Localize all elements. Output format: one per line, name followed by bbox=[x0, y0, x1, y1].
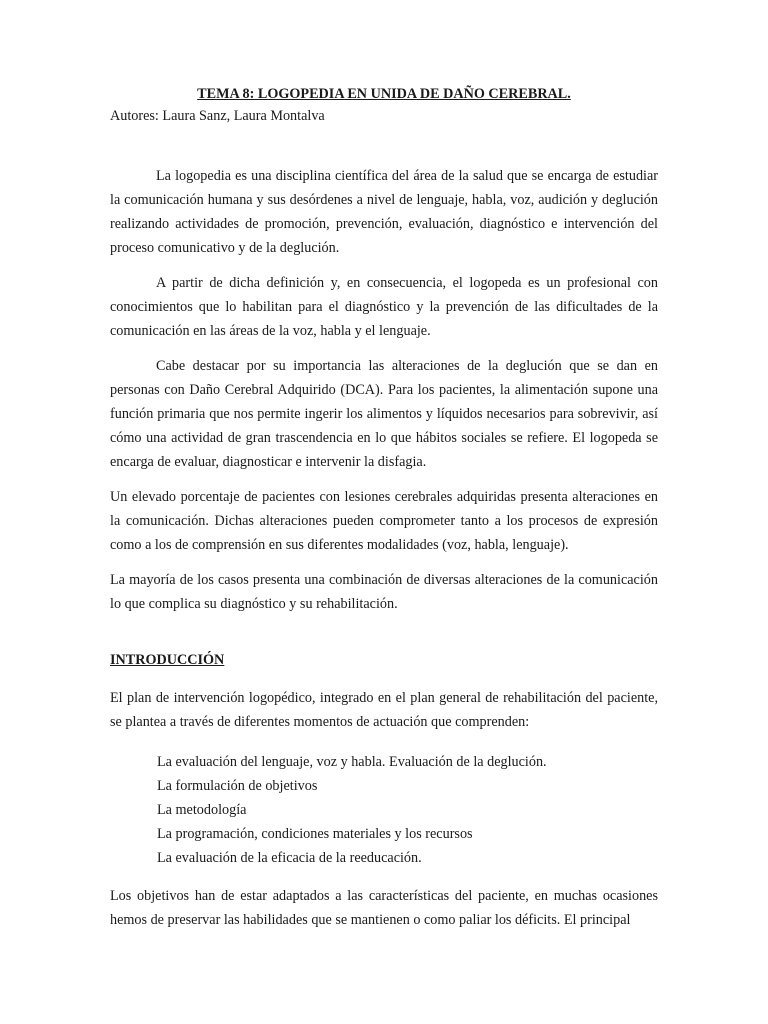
list-item: La programación, condiciones materiales y los recursos bbox=[157, 826, 473, 842]
section-heading-introduccion: INTRODUCCIÓN bbox=[110, 652, 225, 668]
list-item: La evaluación de la eficacia de la reeducación. bbox=[157, 850, 422, 866]
document-authors: Autores: Laura Sanz, Laura Montalva bbox=[110, 108, 325, 124]
paragraph-deglucion: Cabe destacar por su importancia las alteraciones de la deglución que se dan en personas con Daño Cerebral Adquirido (DCA). Para los pacientes, la alimentación supone una función primaria que nos permite ingerir los alimentos y líquidos necesarios para sobrevivir, así cómo una actividad de gran trascendencia en lo que hábitos sociales se refiere. El logopeda se encarga de evaluar, diagnosticar e intervenir la disfagia. bbox=[110, 358, 658, 470]
paragraph-plan-intervencion: El plan de intervención logopédico, integrado en el plan general de rehabilitación del paciente, se plantea a través de diferentes momentos de actuación que comprenden: bbox=[110, 690, 658, 730]
paragraph-logopeda: A partir de dicha definición y, en consecuencia, el logopeda es un profesional con conocimientos que lo habilitan para el diagnóstico y la prevención de las dificultades de la comunicación en las áreas de la voz, habla y el lenguaje. bbox=[110, 275, 658, 339]
paragraph-objetivos: Los objetivos han de estar adaptados a las características del paciente, en muchas ocasiones hemos de preservar las habilidades que se mantienen o como paliar los déficits. El principal bbox=[110, 888, 658, 928]
paragraph-mayoria: La mayoría de los casos presenta una combinación de diversas alteraciones de la comunicación lo que complica su diagnóstico y su rehabilitación. bbox=[110, 572, 658, 612]
paragraph-definition: La logopedia es una disciplina científica del área de la salud que se encarga de estudiar la comunicación humana y sus desórdenes a nivel de lenguaje, habla, voz, audición y deglución realizando actividades de promoción, prevención, evaluación, diagnóstico e intervención del proceso comunicativo y de la deglución. bbox=[110, 168, 658, 256]
document-title: TEMA 8: LOGOPEDIA EN UNIDA DE DAÑO CEREBRAL. bbox=[197, 86, 571, 102]
list-item: La evaluación del lenguaje, voz y habla. Evaluación de la deglución. bbox=[157, 754, 547, 770]
paragraph-alteraciones: Un elevado porcentaje de pacientes con lesiones cerebrales adquiridas presenta alteraciones en la comunicación. Dichas alteraciones pueden comprometer tanto a los procesos de expresión como a los de comprensión en sus diferentes modalidades (voz, habla, lenguaje). bbox=[110, 489, 658, 553]
intervention-steps-list bbox=[110, 750, 658, 870]
list-item: La formulación de objetivos bbox=[157, 778, 318, 794]
document-page bbox=[110, 84, 658, 932]
list-item: La metodología bbox=[157, 802, 247, 818]
